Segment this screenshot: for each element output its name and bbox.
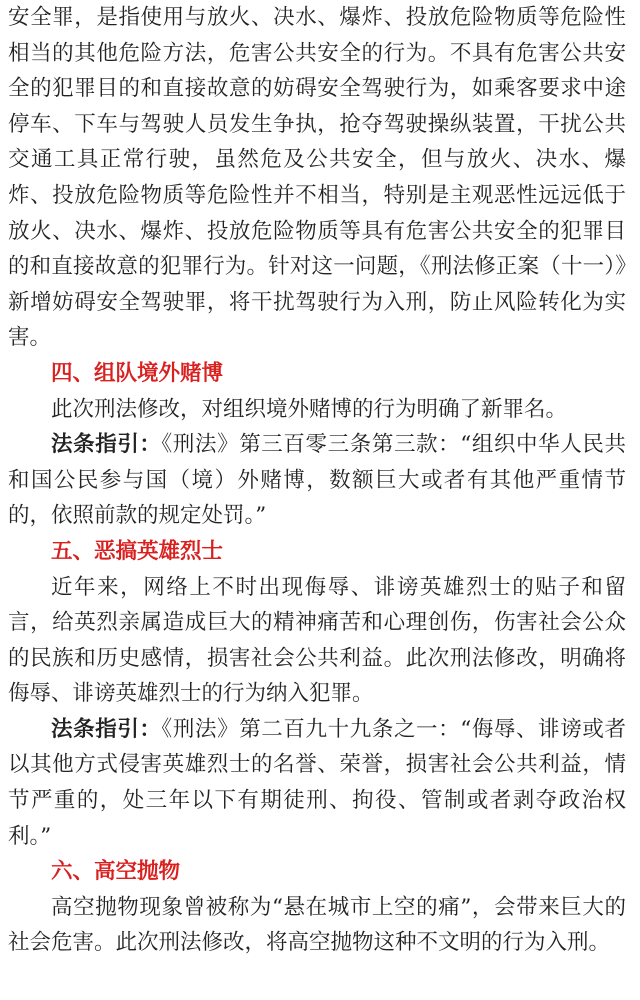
section-heading-high-altitude-throwing: 六、高空抛物	[51, 859, 181, 885]
paragraph-overseas-gambling: 此次刑法修改，对组织境外赌博的行为明确了新罪名。	[51, 396, 568, 422]
paragraph-heroes-martyrs: 近年来，网络上不时出现侮辱、诽谤英雄烈士的贴子和留言，给英烈亲属造成巨大的精神痛苦和心理创伤，伤害社会公众的民族和历史感情，损害社会公共利益。此次刑法修改，明确将侮辱、诽谤英雄烈士的行为纳入犯罪。	[8, 574, 626, 707]
law-reference-text: 《刑法》第二百九十九条之一：“侮辱、诽谤或者以其他方式侵害英雄烈士的名誉、荣誉，损害社会公共利益，情节严重的，处三年以下有期徒刑、拘役、管制或者剥夺政治权利。”	[8, 716, 626, 849]
article-body	[8, 0, 626, 961]
law-reference-label: 法条指引：	[51, 432, 162, 458]
paragraph-high-altitude-throwing: 高空抛物现象曾被称为“悬在城市上空的痛”，会带来巨大的社会危害。此次刑法修改，将高空抛物这种不文明的行为入刑。	[8, 894, 626, 956]
law-reference-text: 《刑法》第三百零三条第三款：“组织中华人民共和国公民参与国（境）外赌博，数额巨大或者有其他严重情节的，依照前款的规定处罚。”	[8, 432, 626, 529]
law-reference-label: 法条指引：	[51, 716, 162, 742]
section-heading-overseas-gambling: 四、组队境外赌博	[51, 360, 224, 386]
paragraph-law-reference-gambling	[8, 427, 626, 534]
paragraph-law-reference-heroes	[8, 712, 626, 854]
section-heading-heroes-martyrs: 五、恶搞英雄烈士	[51, 538, 224, 564]
paragraph-dangerous-methods: 安全罪，是指使用与放火、决水、爆炸、投放危险物质等危险性相当的其他危险方法，危害公共安全的行为。不具有危害公共安全的犯罪目的和直接故意的妨碍安全驾驶行为，如乘客要求中途停车、下车与驾驶人员发生争执，抢夺驾驶操纵装置，干扰公共交通工具正常行驶，虽然危及公共安全，但与放火、决水、爆炸、投放危险物质等危险性并不相当，特别是主观恶性远远低于放火、决水、爆炸、投放危险物质等具有危害公共安全的犯罪目的和直接故意的犯罪行为。针对这一问题，《刑法修正案（十一）》新增妨碍安全驾驶罪，将干扰驾驶行为入刑，防止风险转化为实害。	[8, 5, 626, 351]
